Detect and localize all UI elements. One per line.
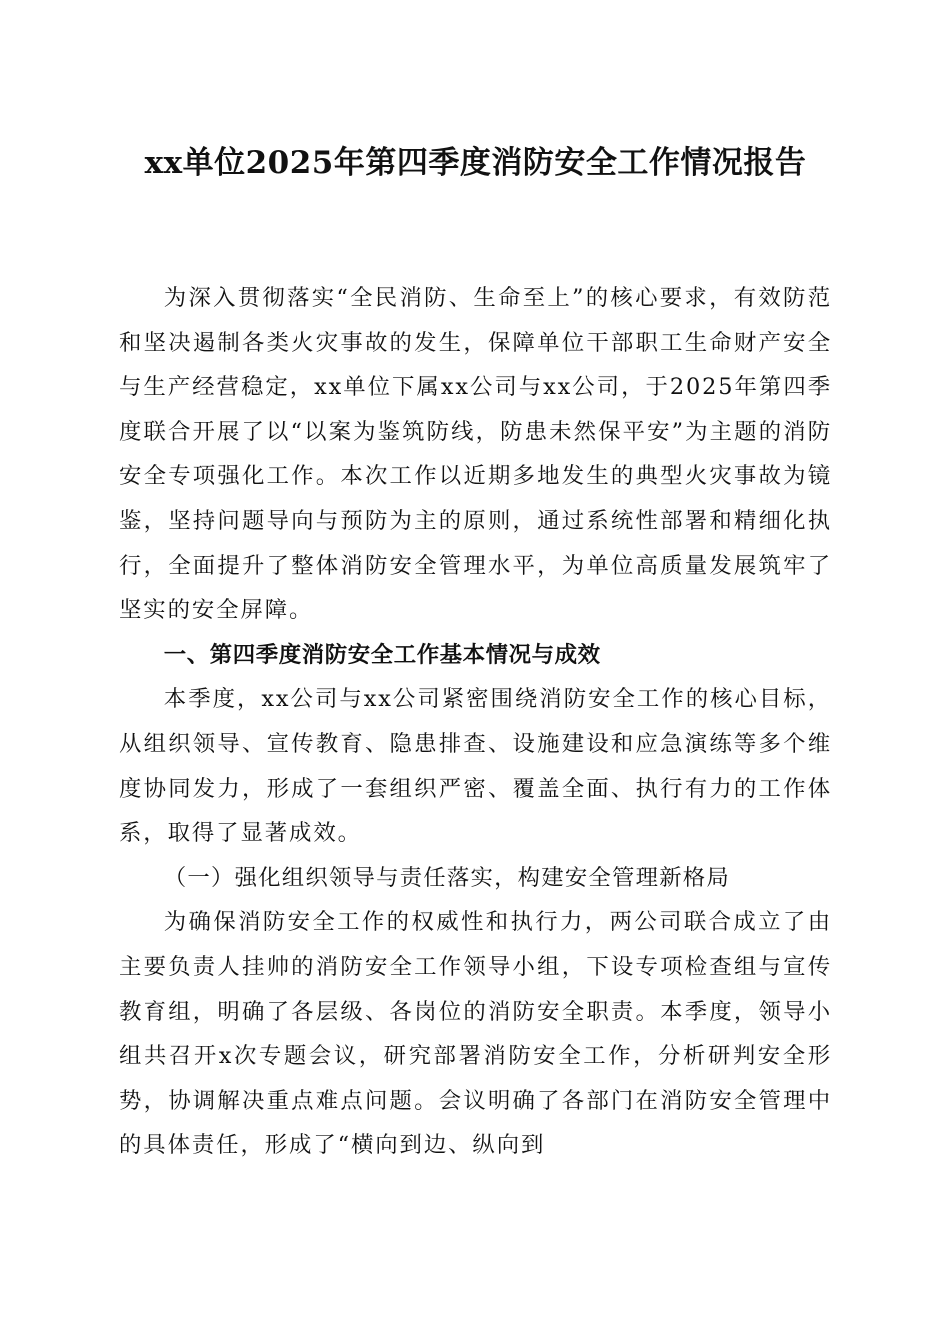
subsection-paragraph: 为确保消防安全工作的权威性和执行力，两公司联合成立了由主要负责人挂帅的消防安全工作领导小组，下设专项检查组与宣传教育组，明确了各层级、各岗位的消防安全职责。本季度，领导小组共召开x次专题会议，研究部署消防安全工作，分析研判安全形势，协调解决重点难点问题。会议明确了各部门在消防安全管理中的具体责任，形成了“横向到边、纵向到 <box>119 909 832 1159</box>
document-title: xx单位2025年第四季度消防安全工作情况报告 <box>144 145 807 181</box>
document-body <box>119 276 832 1168</box>
section-heading: 一、第四季度消防安全工作基本情况与成效 <box>163 641 601 668</box>
intro-paragraph: 为深入贯彻落实“全民消防、生命至上”的核心要求，有效防范和坚决遏制各类火灾事故的发生，保障单位干部职工生命财产安全与生产经营稳定，xx单位下属xx公司与xx公司，于2025年第四季度联合开展了以“以案为鉴筑防线，防患未然保平安”为主题的消防安全专项强化工作。本次工作以近期多地发生的典型火灾事故为镜鉴，坚持问题导向与预防为主的原则，通过系统性部署和精细化执行，全面提升了整体消防安全管理水平，为单位高质量发展筑牢了坚实的安全屏障。 <box>119 285 832 624</box>
section-paragraph: 本季度，xx公司与xx公司紧密围绕消防安全工作的核心目标，从组织领导、宣传教育、隐患排查、设施建设和应急演练等多个维度协同发力，形成了一套组织严密、覆盖全面、执行有力的工作体系，取得了显著成效。 <box>119 686 832 847</box>
subsection-heading: （一）强化组织领导与责任落实，构建安全管理新格局 <box>163 864 730 891</box>
